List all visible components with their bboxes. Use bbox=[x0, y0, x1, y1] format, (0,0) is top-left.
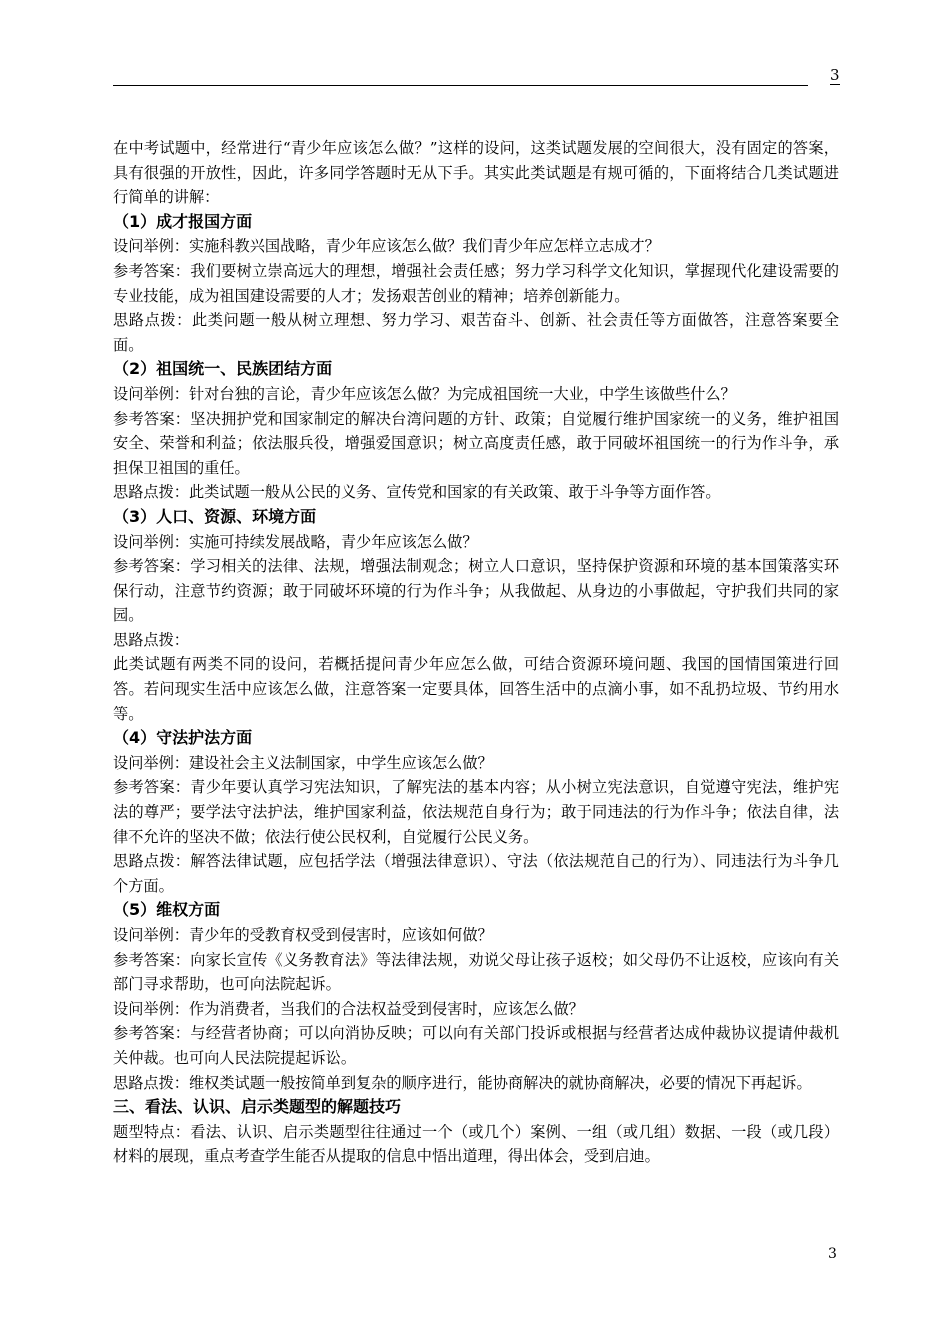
paragraph: 思路点拨：此类问题一般从树立理想、努力学习、艰苦奋斗、创新、社会责任等方面做答，注意答案要全面。 bbox=[113, 311, 839, 354]
header-page-number: 3 bbox=[830, 66, 840, 84]
paragraph: 设问举例：实施科教兴国战略，青少年应该怎么做？我们青少年应怎样立志成才？ bbox=[113, 237, 660, 256]
paragraph: 参考答案：我们要树立崇高远大的理想，增强社会责任感；努力学习科学文化知识，掌握现代化建设需要的专业技能，成为祖国建设需要的人才；发扬艰苦创业的精神；培养创新能力。 bbox=[113, 261, 839, 305]
paragraph: 思路点拨：此类试题一般从公民的义务、宣传党和国家的有关政策、敢于斗争等方面作答。 bbox=[113, 483, 721, 502]
paragraph: 设问举例：作为消费者，当我们的合法权益受到侵害时，应该怎么做？ bbox=[113, 999, 584, 1018]
paragraph: 设问举例：实施可持续发展战略，青少年应该怎么做？ bbox=[113, 532, 478, 551]
section-heading: （1）成才报国方面 bbox=[113, 211, 253, 231]
paragraph: 设问举例：针对台独的言论，青少年应该怎么做？为完成祖国统一大业，中学生该做些什么？ bbox=[113, 384, 736, 403]
document-body bbox=[113, 136, 839, 1169]
section-heading: （2）祖国统一、民族团结方面 bbox=[113, 359, 333, 379]
section-heading: 三、看法、认识、启示类题型的解题技巧 bbox=[113, 1097, 402, 1117]
footer-page-number: 3 bbox=[828, 1246, 837, 1262]
paragraph: 思路点拨：解答法律试题，应包括学法（增强法律意识）、守法（依法规范自己的行为）、同违法行为斗争几个方面。 bbox=[113, 852, 839, 895]
paragraph: 设问举例：建设社会主义法制国家，中学生应该怎么做？ bbox=[113, 753, 493, 772]
header-rule bbox=[113, 85, 808, 86]
paragraph: 此类试题有两类不同的设问，若概括提问青少年应怎么做，可结合资源环境问题、我国的国情国策进行回答。若问现实生活中应该怎么做，注意答案一定要具体，回答生活中的点滴小事，如不乱扔垃圾、节约用水等。 bbox=[113, 655, 839, 723]
paragraph: 思路点拨： bbox=[113, 630, 189, 649]
section-heading: （3）人口、资源、环境方面 bbox=[113, 506, 317, 526]
paragraph: 参考答案：学习相关的法律、法规，增强法制观念；树立人口意识，坚持保护资源和环境的基本国策落实环保行动，注意节约资源；敢于同破坏环境的行为作斗争；从我做起、从身边的小事做起，守护我们共同的家园。 bbox=[113, 557, 839, 625]
paragraph: 参考答案：与经营者协商；可以向消协反映；可以向有关部门投诉或根据与经营者达成仲裁协议提请仲裁机关仲裁。也可向人民法院提起诉讼。 bbox=[113, 1024, 839, 1067]
paragraph: 参考答案：青少年要认真学习宪法知识，了解宪法的基本内容；从小树立宪法意识，自觉遵守宪法，维护宪法的尊严；要学法守法护法，维护国家利益，依法规范自身行为；敢于同违法的行为作斗争；依法自律，法律不允许的坚决不做；依法行使公民权利，自觉履行公民义务。 bbox=[113, 778, 839, 846]
paragraph: 设问举例：青少年的受教育权受到侵害时，应该如何做？ bbox=[113, 926, 493, 944]
paragraph: 参考答案：向家长宣传《义务教育法》等法律法规，劝说父母让孩子返校；如父母仍不让返校，应该向有关部门寻求帮助，也可向法院起诉。 bbox=[113, 950, 839, 994]
paragraph: 题型特点：看法、认识、启示类题型往往通过一个（或几个）案例、一组（或几组）数据、一段（或几段）材料的展现，重点考查学生能否从提取的信息中悟出道理，得出体会，受到启迪。 bbox=[113, 1122, 839, 1166]
section-heading: （5）维权方面 bbox=[113, 900, 221, 920]
section-heading: （4）守法护法方面 bbox=[113, 728, 253, 748]
paragraph: 参考答案：坚决拥护党和国家制定的解决台湾问题的方针、政策；自觉履行维护国家统一的义务，维护祖国安全、荣誉和利益；依法服兵役，增强爱国意识；树立高度责任感，敢于同破坏祖国统一的行为作斗争，承担保卫祖国的重任。 bbox=[113, 409, 839, 477]
paragraph: 思路点拨：维权类试题一般按简单到复杂的顺序进行，能协商解决的就协商解决，必要的情况下再起诉。 bbox=[113, 1073, 812, 1092]
paragraph: 在中考试题中，经常进行“青少年应该怎么做？”这样的设问，这类试题发展的空间很大，没有固定的答案，具有很强的开放性，因此，许多同学答题时无从下手。其实此类试题是有规可循的，下面将结合几类试题进行简单的讲解： bbox=[113, 139, 839, 207]
